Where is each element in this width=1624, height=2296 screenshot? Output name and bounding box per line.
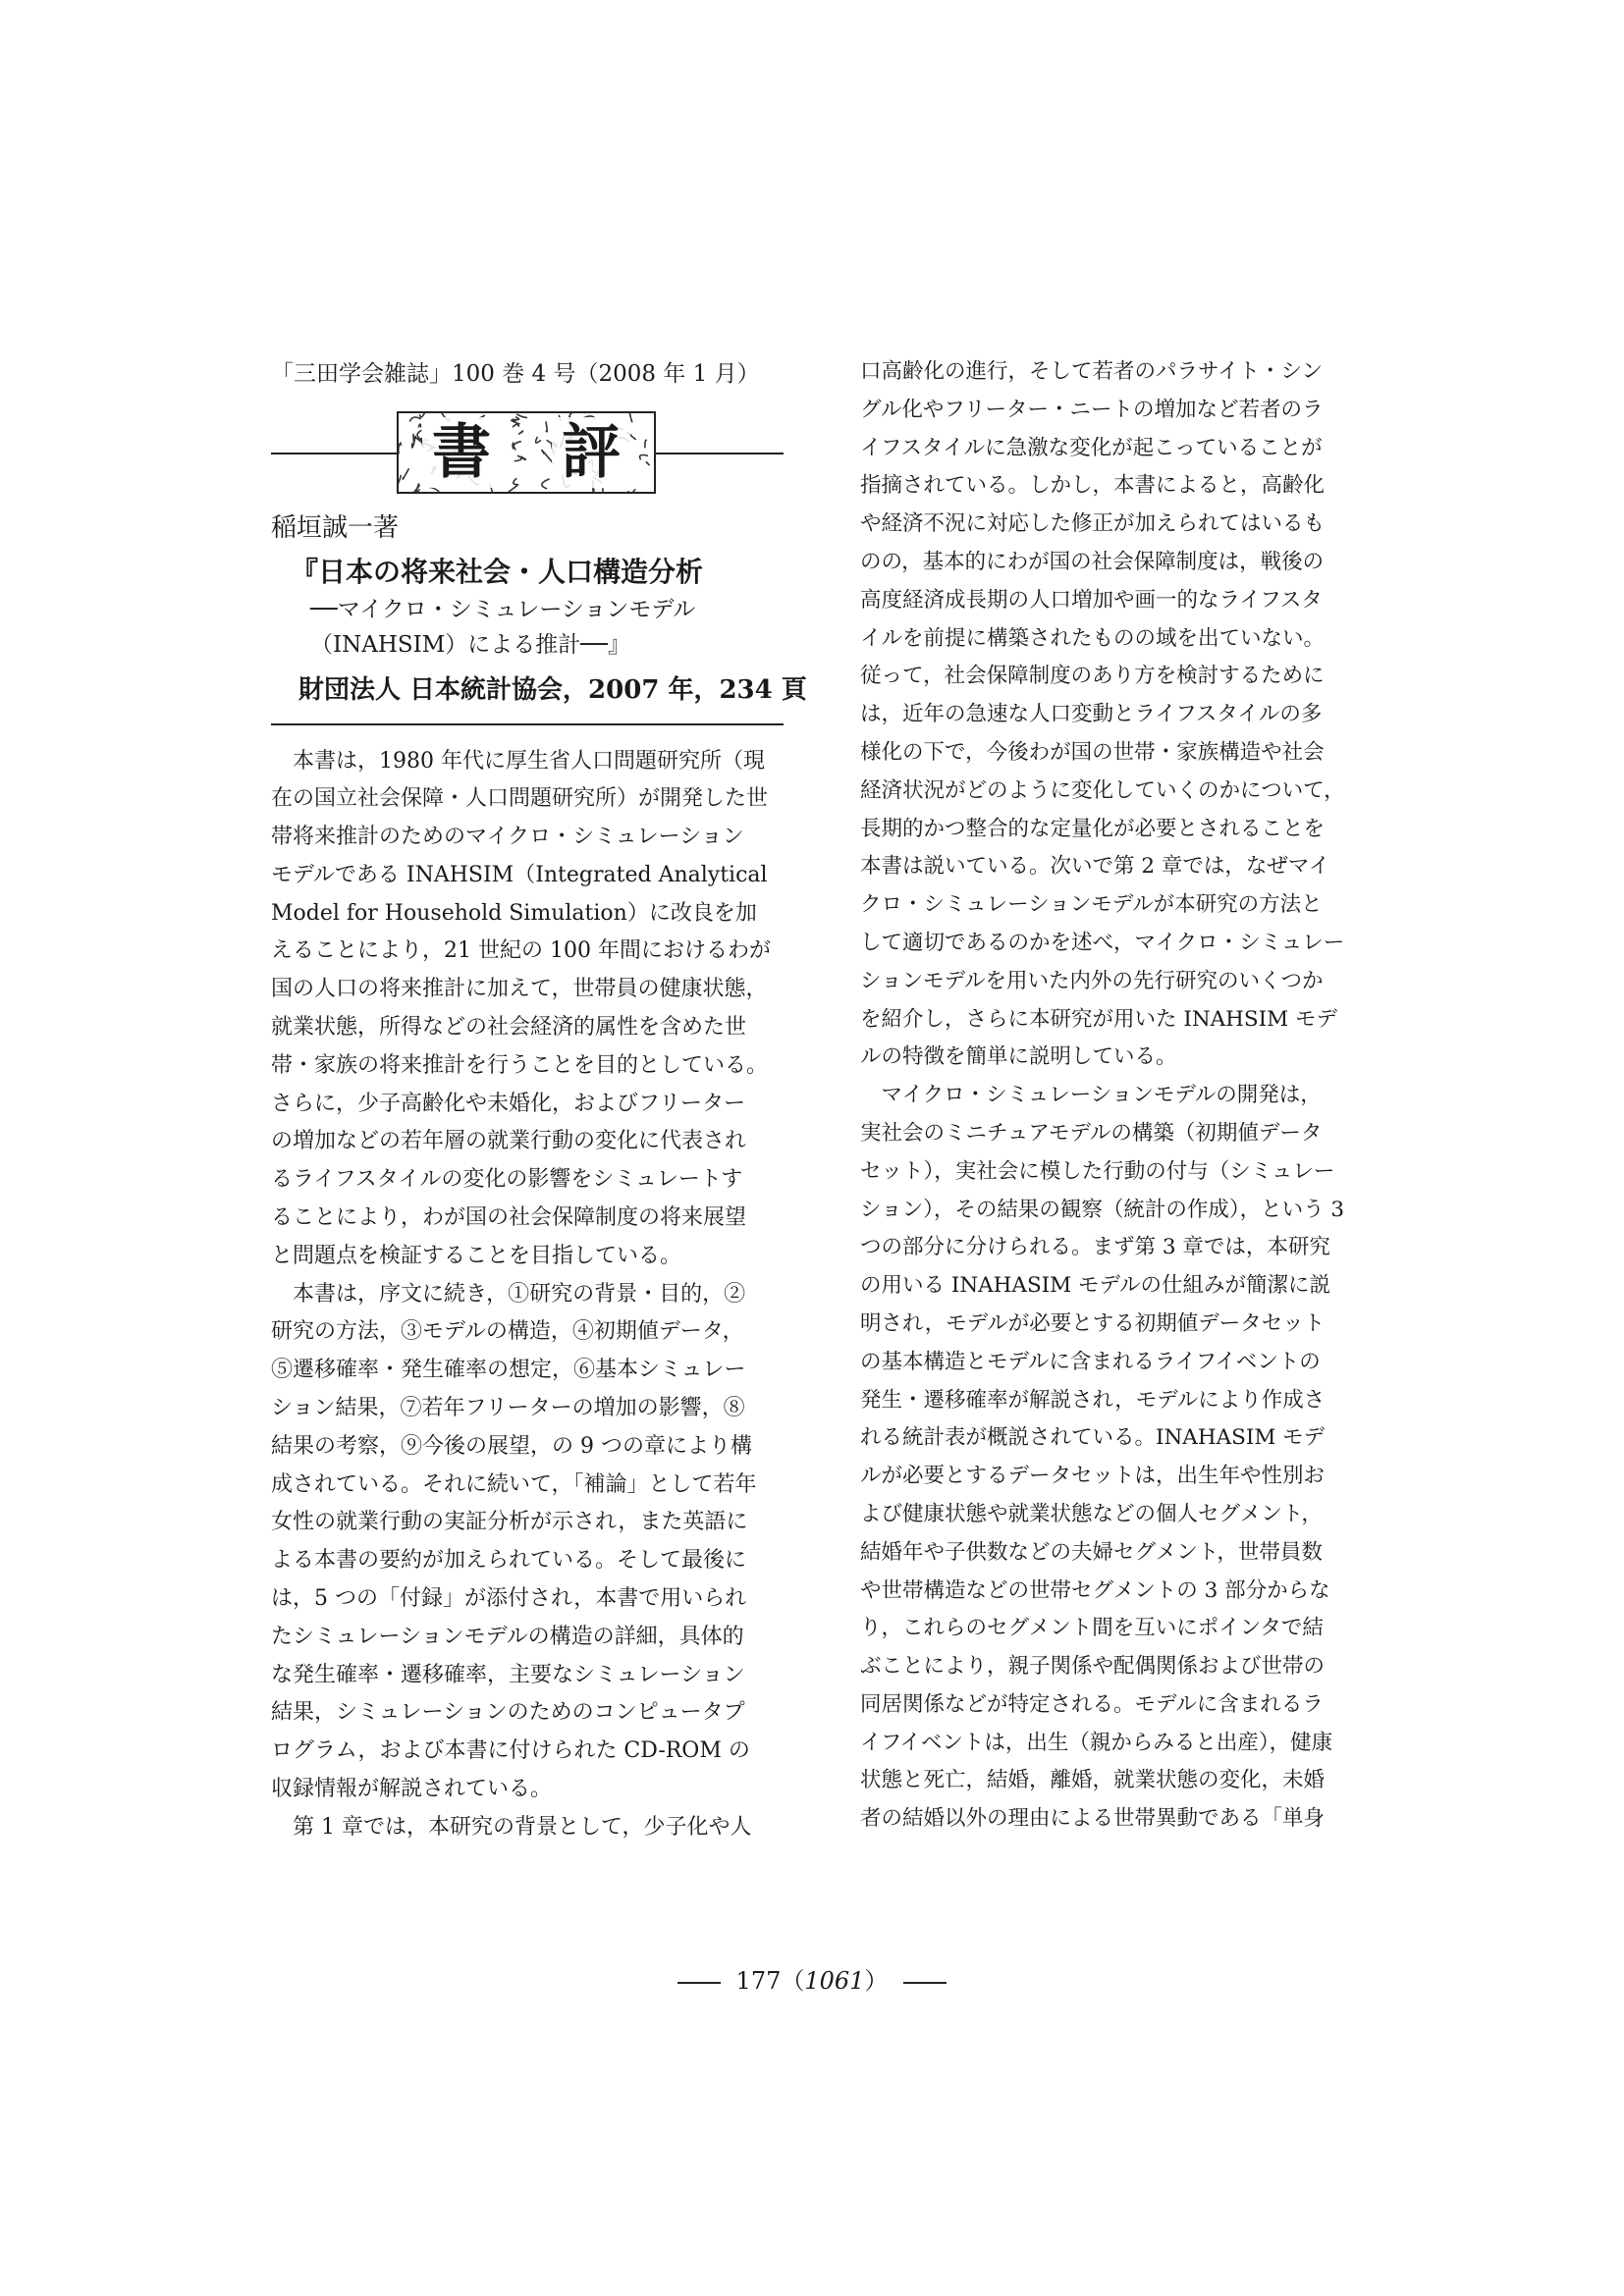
text-line: れる統計表が概説されている。INAHASIM モデ [860,1425,1326,1451]
text-line: ション），その結果の観察（統計の作成），という 3 [860,1197,1345,1222]
text-line: ⑤遷移確率・発生確率の想定，⑥基本シミュレー [271,1358,746,1383]
text-line: クロ・シミュレーションモデルが本研究の方法と [860,892,1323,918]
book-subtitle-line: ──マイクロ・シミュレーションモデル [310,597,696,622]
text-line: ションモデルを用いた内外の先行研究のいくつか [860,968,1324,993]
text-line: 発生・遷移確率が解説され，モデルにより作成さ [860,1387,1326,1413]
footer-dash-left [677,1982,721,1984]
book-subtitle-line: （INAHSIM）による推計──』 [310,632,630,658]
text-line: 高度経済成長期の人口増加や画一的なライフスタ [860,587,1323,613]
text-line: な発生確率・遷移確率，主要なシミュレーション [271,1662,745,1687]
text-line: つの部分に分けられる。まず第 3 章では，本研究 [860,1235,1330,1260]
text-line: ぶことにより，親子関係や配偶関係および世帯の [860,1654,1326,1680]
text-line: 帯・家族の将来推計を行うことを目的としている。 [271,1052,769,1078]
text-line: のの，基本的にわが国の社会保障制度は，戦後の [860,549,1325,574]
text-line: の用いる INAHASIM モデルの仕組みが簡潔に説 [860,1273,1330,1299]
text-line: ログラム，および本書に付けられた CD-ROM の [271,1738,750,1764]
text-line: は，5 つの「付録」が添付され，本書で用いられ [271,1586,747,1612]
text-line: 第 1 章では，本研究の背景として，少子化や人 [271,1814,752,1840]
journal-citation: 「三田学会雑誌」100 巻 4 号（2008 年 1 月） [271,361,760,387]
review-author: 稲垣誠一著 [271,513,400,543]
text-line: 実社会のミニチュアモデルの構築（初期値データ [860,1120,1323,1146]
left-column [271,353,807,1847]
text-line: と問題点を検証することを目指している。 [271,1243,682,1268]
text-line: の増加などの若年層の就業行動の変化に代表され [271,1129,747,1154]
text-line: 本書は，1980 年代に厚生省人口問題研究所（現 [271,748,765,774]
text-line: イフイベントは，出生（親からみると出産），健康 [860,1730,1333,1755]
text-line: は，近年の急速な人口変動とライフスタイルの多 [860,702,1323,727]
text-line: イルを前提に構築されたものの域を出ていない。 [860,625,1326,651]
text-line: 結果の考察，⑨今後の展望，の 9 つの章により構 [271,1433,752,1459]
text-line: 明され，モデルが必要とする初期値データセット [860,1310,1326,1336]
text-line: の基本構造とモデルに含まれるライフイベントの [860,1349,1321,1374]
text-line: よる本書の要約が加えられている。そして最後に [271,1548,747,1574]
text-line: さらに，少子高齢化や未婚化，およびフリーター [271,1091,746,1116]
text-line: 収録情報が解説されている。 [271,1777,553,1802]
book-review-badge [397,411,656,494]
badge-char-hyo: 評 [552,417,630,488]
text-line: 成されている。それに続いて，「補論」として若年 [271,1471,757,1497]
footer-dash-right [903,1982,947,1984]
text-line: 状態と死亡，結婚，離婚，就業状態の変化，未婚 [860,1768,1326,1793]
badge-char-sho: 書 [422,417,501,488]
right-body-text [860,353,1373,1839]
text-line: り，これらのセグメント間を互いにポインタで結 [860,1616,1324,1641]
text-line: 同居関係などが特定される。モデルに含まれるラ [860,1691,1324,1717]
text-line: ルの特徴を簡単に説明している。 [860,1044,1177,1070]
text-line: ション結果，⑦若年フリーターの増加の影響，⑧ [271,1396,745,1421]
book-title: 『日本の将来社会・人口構造分析 [291,556,704,588]
text-line: 口高齢化の進行，そして若者のパラサイト・シン [860,359,1323,384]
text-line: 経済状況がどのように変化していくのかについて， [860,777,1345,803]
section-rule-left [271,453,397,454]
text-line: たシミュレーションモデルの構造の詳細，具体的 [271,1624,744,1649]
left-body-text [271,743,784,1847]
text-line: よび健康状態や就業状態などの個人セグメント， [860,1501,1323,1526]
text-line: ルが必要とするデータセットは，出生年や性別お [860,1464,1326,1489]
cumulative-page-number: 1061 [804,1967,865,1995]
text-line: 女性の就業行動の実証分析が示され，また英語に [271,1510,748,1535]
page-number: 177 [735,1967,782,1995]
text-line: 者の結婚以外の理由による世帯異動である「単身 [860,1806,1326,1832]
text-line: イフスタイルに急激な変化が起こっていることが [860,435,1323,460]
text-line: セット），実社会に模した行動の付与（シミュレー [860,1158,1335,1184]
text-line: を紹介し，さらに本研究が用いた INAHSIM モデ [860,1006,1337,1032]
section-header [271,411,784,494]
text-line: 在の国立社会保障・人口問題研究所）が開発した世 [271,786,769,812]
right-column [860,353,1373,1839]
page-footer: 177（1061） [0,1963,1624,1999]
text-line: して適切であるのかを述べ，マイクロ・シミュレー [860,930,1345,955]
section-rule-right [656,453,784,454]
text-line: グル化やフリーター・ニートの増加など若者のラ [860,397,1324,422]
text-line: 本書は説いている。次いで第 2 章では，なぜマイ [860,854,1330,880]
text-line: 国の人口の将来推計に加えて，世帯員の健康状態， [271,977,768,1002]
header-divider [271,723,784,725]
text-line: 結果，シミュレーションのためのコンピュータプ [271,1700,745,1726]
text-line: 就業状態，所得などの社会経済的属性を含めた世 [271,1015,747,1041]
text-line: 帯将来推計のためのマイクロ・シミュレーション [271,825,744,850]
text-line: 従って，社会保障制度のあり方を検討するために [860,664,1325,689]
text-line: 本書は，序文に続き，①研究の背景・目的，② [271,1281,746,1307]
text-line: マイクロ・シミュレーションモデルの開発は， [860,1083,1322,1108]
text-line: 長期的かつ整合的な定量化が必要とされることを [860,816,1326,841]
text-line: 様化の下で，今後わが国の世帯・家族構造や社会 [860,739,1325,765]
text-line: や経済不況に対応した修正が加えられてはいるも [860,511,1326,537]
text-line: えることにより，21 世紀の 100 年間におけるわが [271,938,771,964]
text-line: るライフスタイルの変化の影響をシミュレートす [271,1167,743,1193]
text-line: 研究の方法，③モデルの構造，④初期値データ， [271,1319,744,1345]
publisher-info: 財団法人 日本統計協会，2007 年，234 頁 [298,675,807,705]
text-line: 指摘されている。しかし，本書によると，高齢化 [860,473,1326,499]
text-line: 結婚年や子供数などの夫婦セグメント，世帯員数 [860,1539,1323,1565]
text-line: Model for Household Simulation）に改良を加 [271,900,757,926]
text-line: モデルである INAHSIM（Integrated Analytical [271,862,768,887]
text-line: ることにより，わが国の社会保障制度の将来展望 [271,1205,747,1231]
text-line: や世帯構造などの世帯セグメントの 3 部分からな [860,1577,1330,1603]
